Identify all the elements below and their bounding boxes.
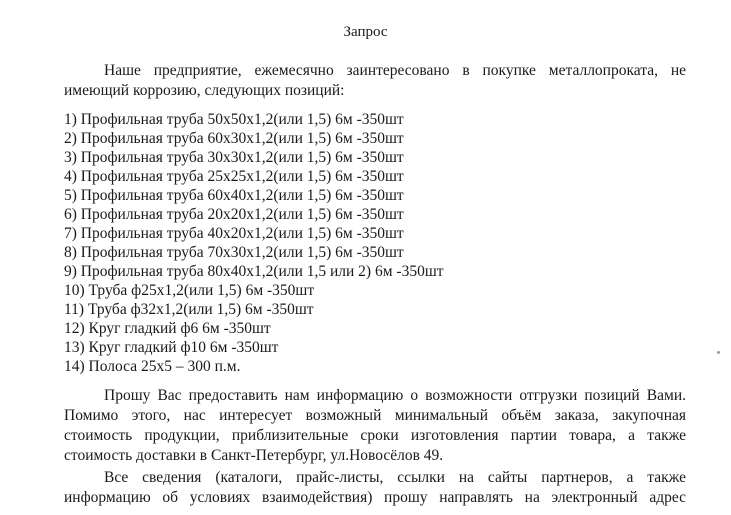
request-line: Помимо этого, нас интересует возможный минимальный объём заказа, закупочная xyxy=(64,407,686,424)
info-line: Все сведения (каталоги, прайс-листы, ссылки на сайты партнеров, а также xyxy=(104,469,686,486)
info-line: информацию об условиях взаимодействия) прошу направлять на электронный адрес xyxy=(64,489,686,506)
list-item: 6) Профильная труба 20х20х1,2(или 1,5) 6м -350шт xyxy=(64,206,404,223)
scan-speck xyxy=(717,351,720,354)
info-paragraph xyxy=(64,468,686,508)
list-item: 10) Труба ф25х1,2(или 1,5) 6м -350шт xyxy=(64,282,315,299)
request-line: стоимость продукции, приблизительные сроки изготовления партии товара, а также xyxy=(64,427,686,444)
list-item: 4) Профильная труба 25х25х1,2(или 1,5) 6м -350шт xyxy=(64,168,404,185)
list-item: 1) Профильная труба 50х50х1,2(или 1,5) 6м -350шт xyxy=(64,111,404,128)
list-item: 12) Круг гладкий ф6 6м -350шт xyxy=(64,320,271,337)
list-item: 14) Полоса 25х5 – 300 п.м. xyxy=(64,358,241,375)
items-list xyxy=(64,110,444,376)
intro-line: Наше предприятие, ежемесячно заинтересовано в покупке металлопроката, не xyxy=(104,62,686,79)
list-item: 8) Профильная труба 70х30х1,2(или 1,5) 6м -350шт xyxy=(64,244,404,261)
list-item: 9) Профильная труба 80х40х1,2(или 1,5 или 2) 6м -350шт xyxy=(64,263,444,280)
list-item: 7) Профильная труба 40х20х1,2(или 1,5) 6м -350шт xyxy=(64,225,404,242)
intro-line: имеющий коррозию, следующих позиций: xyxy=(64,82,345,99)
list-item: 11) Труба ф32х1,2(или 1,5) 6м -350шт xyxy=(64,301,314,318)
document-title: Запрос xyxy=(343,24,388,40)
list-item: 2) Профильная труба 60х30х1,2(или 1,5) 6м -350шт xyxy=(64,130,404,147)
list-item: 3) Профильная труба 30х30х1,2(или 1,5) 6м -350шт xyxy=(64,149,404,166)
list-item: 13) Круг гладкий ф10 6м -350шт xyxy=(64,339,279,356)
request-paragraph xyxy=(64,386,686,466)
request-line: стоимость доставки в Санкт-Петербург, ул.Новосёлов 49. xyxy=(64,447,444,464)
intro-paragraph xyxy=(64,61,686,101)
list-item: 5) Профильная труба 60х40х1,2(или 1,5) 6м -350шт xyxy=(64,187,404,204)
request-line: Прошу Вас предоставить нам информацию о возможности отгрузки позиций Вами. xyxy=(104,387,686,404)
